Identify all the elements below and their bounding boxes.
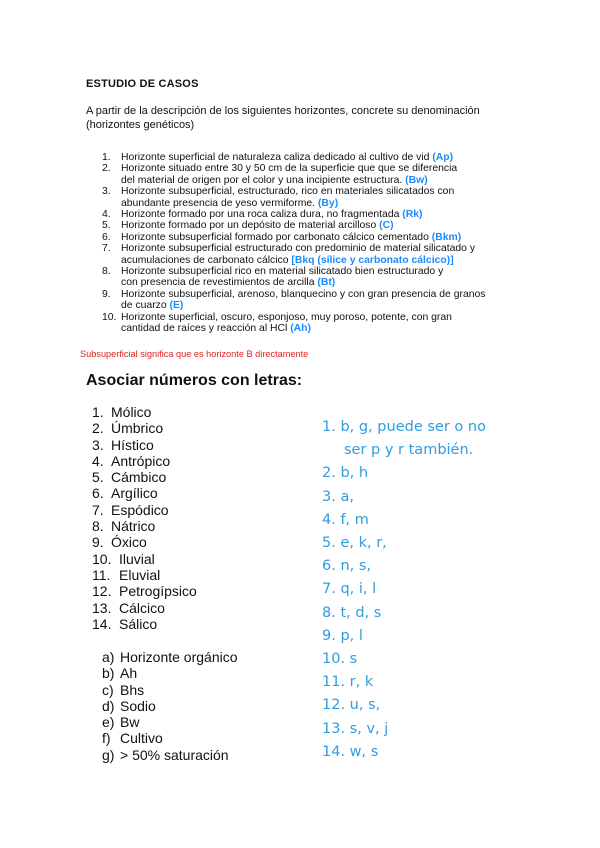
- answer-item: [322, 648, 486, 671]
- horizon-name-item: [92, 600, 197, 616]
- list-marker: 1.: [92, 404, 104, 420]
- red-note: Subsuperficial significa que es horizonte B directamente: [80, 349, 309, 359]
- list-marker: a): [102, 649, 115, 665]
- list-text: Hístico: [111, 436, 154, 453]
- list-text: Óxico: [111, 534, 147, 551]
- description-text: del material de origen por el color y una incipiente estructura.: [121, 174, 406, 186]
- description-text: Horizonte subsuperficial rico en material silicatado bien estructurado y: [121, 266, 444, 278]
- list-text: Cámbico: [111, 469, 167, 486]
- list-text: Sodio: [120, 697, 156, 714]
- answer-text: b, g, puede ser o no: [340, 419, 486, 435]
- answer-item: [322, 555, 486, 578]
- description-text: Horizonte subsuperficial, arenoso, blanquecino y con gran presencia de granos: [121, 288, 486, 300]
- list-text: Nátrico: [111, 518, 156, 535]
- answer-item: [322, 532, 486, 555]
- answer-text: ser p y r también.: [344, 442, 474, 459]
- list-text: Úmbrico: [111, 420, 164, 437]
- answer-number: 14.: [322, 743, 346, 760]
- item-number: 4.: [102, 209, 111, 221]
- list-text: Antrópico: [111, 452, 171, 469]
- answer-text: n, s,: [340, 558, 372, 575]
- horizon-code: [Bkq (sílice y carbonato cálcico)]: [291, 254, 454, 266]
- answer-item: [322, 439, 486, 462]
- description-text: Horizonte superficial, oscuro, esponjoso, muy poroso, potente, con gran: [121, 311, 452, 323]
- horizon-name-item: [92, 437, 197, 453]
- list-marker: 4.: [92, 452, 104, 469]
- answer-item: [322, 625, 486, 648]
- list-marker: 3.: [92, 436, 104, 453]
- horizon-name-item: [92, 502, 197, 518]
- letter-option-item: [102, 649, 238, 665]
- list-text: Bw: [120, 714, 140, 731]
- letter-option-item: [102, 682, 238, 698]
- letter-option-item: [102, 714, 238, 730]
- answer-text: e, k, r,: [340, 535, 387, 552]
- list-marker: g): [102, 746, 115, 763]
- answer-item: [322, 718, 486, 741]
- answer-text: q, i, l: [340, 581, 377, 598]
- description-text: acumulaciones de carbonato cálcico: [121, 254, 292, 266]
- letter-option-item: [102, 747, 238, 763]
- list-text: Petrogípsico: [119, 583, 197, 600]
- answer-text: a,: [340, 488, 354, 505]
- list-marker: 6.: [92, 485, 104, 502]
- horizon-description-item: [102, 209, 522, 220]
- item-number: 1.: [102, 152, 111, 163]
- horizon-description-item: [102, 243, 522, 266]
- list-text: Cultivo: [120, 730, 163, 747]
- description-text: con presencia de revestimientos de arcilla: [121, 277, 318, 289]
- answer-list: [322, 416, 486, 764]
- answer-number: 8.: [322, 604, 336, 621]
- list-text: Sálico: [119, 615, 158, 632]
- horizon-name-item: [92, 534, 197, 550]
- list-text: Iluvial: [119, 550, 155, 567]
- description-text: de cuarzo: [121, 300, 170, 312]
- list-text: Eluvial: [119, 566, 161, 583]
- list-marker: 12.: [92, 583, 112, 600]
- horizon-description-item: [102, 289, 522, 312]
- answer-text: p, l: [340, 627, 363, 644]
- description-text: Horizonte formado por un depósito de material arcilloso: [121, 220, 380, 232]
- horizon-code: (Ah): [290, 323, 311, 335]
- answer-text: s: [349, 651, 358, 668]
- horizon-name-item: [92, 567, 197, 583]
- list-marker: d): [102, 697, 115, 714]
- list-marker: 8.: [92, 518, 104, 535]
- description-text: abundante presencia de yeso vermiforme.: [121, 197, 318, 209]
- answer-number: 5.: [322, 535, 336, 552]
- item-number: 9.: [102, 288, 111, 300]
- horizon-name-item: [92, 583, 197, 599]
- answer-text: s, v, j: [349, 720, 389, 737]
- horizon-name-item: [92, 616, 197, 632]
- letter-option-item: [102, 665, 238, 681]
- answer-number: 11.: [322, 674, 346, 691]
- list-text: > 50% saturación: [120, 746, 229, 763]
- item-number: 10.: [102, 311, 117, 323]
- horizon-description-item: [102, 220, 522, 231]
- description-text: Horizonte superficial de naturaleza caliza dedicado al cultivo de vid: [121, 152, 433, 163]
- answer-text: f, m: [340, 511, 369, 528]
- answer-item: [322, 462, 486, 485]
- letter-option-item: [102, 698, 238, 714]
- horizon-name-item: [92, 485, 197, 501]
- list-marker: 14.: [92, 615, 112, 632]
- item-number: 7.: [102, 243, 111, 255]
- answer-item: [322, 486, 486, 509]
- list-marker: 7.: [92, 501, 104, 518]
- answer-item: [322, 694, 486, 717]
- item-number: 5.: [102, 220, 111, 232]
- list-text: Espódico: [111, 501, 169, 518]
- horizon-description-item: [102, 186, 522, 209]
- horizon-name-item: [92, 453, 197, 469]
- description-text: Horizonte subsuperficial formado por carbonato cálcico cementado: [121, 231, 432, 243]
- horizon-description-item: [102, 232, 522, 243]
- answer-number: 10.: [322, 651, 346, 668]
- letter-option-item: [102, 730, 238, 746]
- list-marker: 5.: [92, 469, 104, 486]
- answer-text: b, h: [340, 465, 369, 482]
- item-number: 8.: [102, 266, 111, 278]
- answer-number: 6.: [322, 558, 336, 575]
- horizon-name-item: [92, 469, 197, 485]
- horizon-code: (Ap): [432, 152, 454, 163]
- description-text: Horizonte formado por una roca caliza dura, no fragmentada: [121, 209, 403, 221]
- list-text: Horizonte orgánico: [120, 649, 238, 665]
- list-marker: 11.: [92, 566, 111, 583]
- list-text: Mólico: [111, 404, 152, 420]
- horizon-description-item: [102, 312, 522, 335]
- list-text: Ah: [120, 665, 138, 682]
- answer-number: 1.: [322, 419, 336, 435]
- horizon-code: (C): [379, 220, 394, 232]
- answer-text: w, s: [349, 743, 379, 760]
- description-text: cantidad de raíces y reacción al HCl: [121, 323, 291, 335]
- answer-number: 2.: [322, 465, 336, 482]
- answer-number: 4.: [322, 511, 336, 528]
- description-text: Horizonte subsuperficial, estructurado, rico en materiales silicatados con: [121, 186, 455, 198]
- answer-number: 3.: [322, 488, 336, 505]
- list-text: Cálcico: [119, 599, 165, 616]
- horizon-code: (E): [169, 300, 184, 312]
- horizon-name-list: [92, 404, 197, 632]
- description-text: Horizonte subsuperficial estructurado con predominio de material silicatado y: [121, 243, 476, 255]
- answer-item: [322, 578, 486, 601]
- horizon-code: (Rk): [402, 209, 423, 221]
- description-text: Horizonte situado entre 30 y 50 cm de la superficie que que se diferencia: [121, 163, 458, 175]
- horizon-name-item: [92, 551, 197, 567]
- list-marker: 13.: [92, 599, 112, 616]
- answer-text: r, k: [349, 674, 374, 691]
- answer-text: u, s,: [349, 697, 381, 714]
- answer-number: 12.: [322, 697, 346, 714]
- horizon-name-item: [92, 518, 197, 534]
- horizon-code: (Bkm): [431, 231, 462, 243]
- list-marker: b): [102, 665, 115, 682]
- list-marker: 9.: [92, 534, 104, 551]
- answer-item: [322, 602, 486, 625]
- horizon-name-item: [92, 404, 197, 420]
- horizon-code: (By): [317, 197, 339, 209]
- letter-option-list: [102, 649, 238, 763]
- list-text: Bhs: [120, 681, 145, 698]
- answer-item: [322, 509, 486, 532]
- horizon-description-item: [102, 163, 522, 186]
- answer-text: t, d, s: [340, 604, 382, 621]
- list-marker: 10.: [92, 550, 112, 567]
- intro-paragraph: A partir de la descripción de los siguientes horizontes, concrete su denominación (horizontes genéticos): [86, 105, 480, 131]
- horizon-description-list: [102, 152, 522, 335]
- list-text: Argílico: [111, 485, 158, 502]
- answer-number: 9.: [322, 627, 336, 644]
- horizon-name-item: [92, 420, 197, 436]
- item-number: 2.: [102, 163, 111, 175]
- horizon-code: (Bt): [317, 277, 336, 289]
- answer-number: 7.: [322, 581, 336, 598]
- list-marker: 2.: [92, 420, 104, 437]
- item-number: 6.: [102, 231, 111, 243]
- answer-item: [322, 416, 486, 439]
- list-marker: e): [102, 714, 115, 731]
- list-marker: f): [102, 730, 111, 747]
- horizon-code: (Bw): [405, 174, 428, 186]
- association-heading: Asociar números con letras:: [86, 372, 303, 389]
- horizon-description-item: [102, 266, 522, 289]
- list-marker: c): [102, 681, 114, 698]
- answer-number: 13.: [322, 720, 346, 737]
- document-title: ESTUDIO DE CASOS: [86, 78, 199, 90]
- item-number: 3.: [102, 186, 111, 198]
- answer-item: [322, 671, 486, 694]
- answer-item: [322, 741, 486, 764]
- horizon-description-item: [102, 152, 522, 163]
